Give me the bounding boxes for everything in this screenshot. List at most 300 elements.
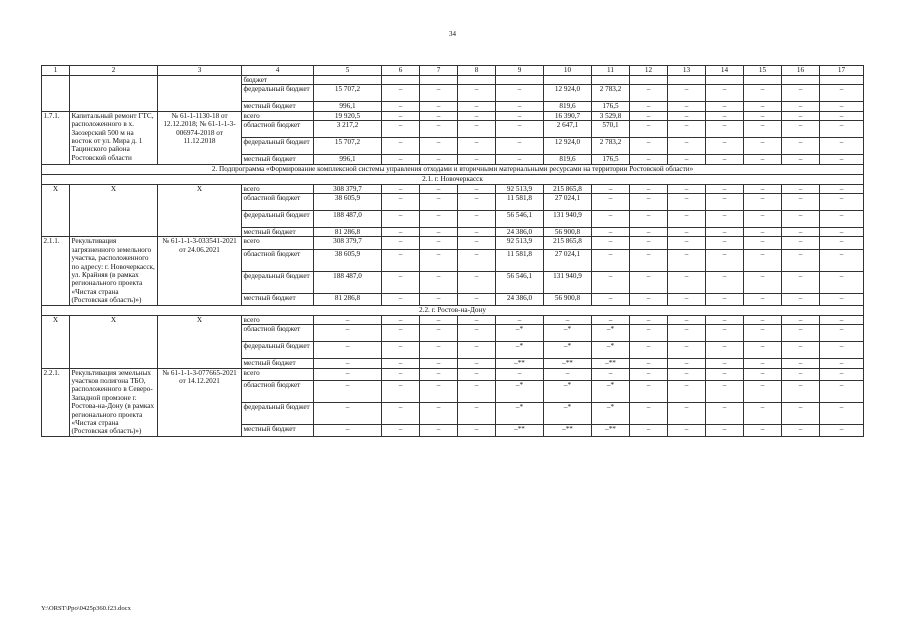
value-col16: – [782, 237, 820, 249]
value-col11: –** [592, 424, 630, 436]
value-col6: – [382, 102, 420, 111]
value-col16: – [782, 138, 820, 155]
value-col13: – [668, 138, 706, 155]
value-col15: – [744, 102, 782, 111]
value-col16: – [782, 402, 820, 424]
budget-label: федеральный бюджет [242, 342, 314, 359]
value-col12: – [630, 315, 668, 324]
value-col5: – [314, 342, 382, 359]
value-col16: – [782, 111, 820, 120]
value-col11: 2 783,2 [592, 138, 630, 155]
value-col15: – [744, 85, 782, 102]
value-col11: 570,1 [592, 121, 630, 138]
value-col14: – [706, 368, 744, 380]
value-col13: – [668, 325, 706, 342]
value-col15: – [744, 359, 782, 368]
value-col8: – [458, 111, 496, 120]
value-col7: – [420, 111, 458, 120]
value-col16: – [782, 325, 820, 342]
value-col13: – [668, 102, 706, 111]
value-col9: – [496, 315, 544, 324]
value-col11: – [592, 184, 630, 193]
value-col8: – [458, 194, 496, 211]
value-col8: – [458, 121, 496, 138]
column-header-6: 6 [382, 66, 420, 76]
value-col7: – [420, 184, 458, 193]
value-col14: – [706, 271, 744, 293]
value-col9: – [496, 85, 544, 102]
value-col14: – [706, 315, 744, 324]
value-col9: 11 581,8 [496, 249, 544, 271]
value-col13: – [668, 315, 706, 324]
value-col17: – [820, 249, 864, 271]
value-col6: – [382, 368, 420, 380]
value-col9: 92 513,9 [496, 184, 544, 193]
value-col10: 27 024,1 [544, 194, 592, 211]
value-col6: – [382, 315, 420, 324]
value-col12: – [630, 211, 668, 228]
value-col13: – [668, 194, 706, 211]
value-col12: – [630, 228, 668, 237]
value-col17: – [820, 368, 864, 380]
value-col10: 56 900,8 [544, 293, 592, 305]
value-col14: – [706, 359, 744, 368]
value-col7: – [420, 155, 458, 164]
budget-label: местный бюджет [242, 228, 314, 237]
item-name: Рекультивация земельных участков полигона ТБО, расположенного в Северо-Западной промзоне г. Ростова-на-Дону (в рамках регионального проекта «Чистая страна (Ростовская область)») [70, 368, 158, 436]
value-col9: 56 546,1 [496, 211, 544, 228]
value-col16: – [782, 293, 820, 305]
table-row [42, 76, 864, 85]
value-col8: – [458, 325, 496, 342]
value-col11: –* [592, 380, 630, 402]
table-body [42, 66, 864, 437]
column-header-3: 3 [158, 66, 242, 76]
subprogram-row-title: 2. Подпрограмма «Формирование комплексной системы управления отходами и вторичными материальными ресурсами на территории Ростовской области» [42, 164, 864, 174]
budget-label: местный бюджет [242, 155, 314, 164]
value-col17: – [820, 211, 864, 228]
budget-label: всего [242, 184, 314, 193]
table-row [42, 315, 864, 324]
value-col15: – [744, 342, 782, 359]
value-col14: – [706, 102, 744, 111]
value-col11: – [592, 211, 630, 228]
value-col6 [382, 76, 420, 85]
value-col17: – [820, 184, 864, 193]
value-col5: 996,1 [314, 102, 382, 111]
budget-label: областной бюджет [242, 380, 314, 402]
value-col12: – [630, 121, 668, 138]
value-col11: 176,5 [592, 102, 630, 111]
value-col10: –* [544, 325, 592, 342]
value-col8: – [458, 342, 496, 359]
value-col8: – [458, 271, 496, 293]
value-col5: 308 379,7 [314, 237, 382, 249]
item-document: № 61-1-1-3-033541-2021 от 24.06.2021 [158, 237, 242, 305]
value-col5: 19 920,5 [314, 111, 382, 120]
value-col11: – [592, 368, 630, 380]
value-col5: – [314, 359, 382, 368]
value-col14: – [706, 424, 744, 436]
section-row-title: 2.1. г. Новочеркасск [42, 174, 864, 184]
value-col10: –* [544, 402, 592, 424]
value-col9 [496, 76, 544, 85]
subprogram-row [42, 164, 864, 174]
value-col10: 819,6 [544, 155, 592, 164]
value-col10 [544, 76, 592, 85]
value-col11: – [592, 293, 630, 305]
value-col6: – [382, 228, 420, 237]
value-col12: – [630, 184, 668, 193]
budget-label: федеральный бюджет [242, 402, 314, 424]
value-col10: 16 390,7 [544, 111, 592, 120]
value-col11 [592, 76, 630, 85]
value-col7: – [420, 359, 458, 368]
value-col8 [458, 76, 496, 85]
value-col12: – [630, 380, 668, 402]
value-col14: – [706, 249, 744, 271]
value-col10: –** [544, 359, 592, 368]
value-col8: – [458, 228, 496, 237]
value-col8: – [458, 211, 496, 228]
value-col6: – [382, 111, 420, 120]
value-col11: – [592, 315, 630, 324]
total-x-mark: Х [70, 184, 158, 237]
value-col17: – [820, 271, 864, 293]
value-col9: –** [496, 424, 544, 436]
value-col16: – [782, 121, 820, 138]
value-col17: – [820, 102, 864, 111]
value-col8: – [458, 359, 496, 368]
value-col17: – [820, 85, 864, 102]
value-col5: 81 286,8 [314, 228, 382, 237]
value-col6: – [382, 271, 420, 293]
value-col17 [820, 76, 864, 85]
value-col11: – [592, 194, 630, 211]
value-col7: – [420, 325, 458, 342]
column-header-10: 10 [544, 66, 592, 76]
value-col6: – [382, 380, 420, 402]
value-col15: – [744, 194, 782, 211]
value-col8: – [458, 293, 496, 305]
value-col15: – [744, 121, 782, 138]
value-col14: – [706, 111, 744, 120]
value-col8: – [458, 402, 496, 424]
value-col9: 56 546,1 [496, 271, 544, 293]
value-col12: – [630, 111, 668, 120]
value-col6: – [382, 85, 420, 102]
value-col16: – [782, 271, 820, 293]
value-col16: – [782, 380, 820, 402]
value-col17: – [820, 121, 864, 138]
value-col7: – [420, 249, 458, 271]
value-col7: – [420, 424, 458, 436]
value-col5: 38 605,9 [314, 249, 382, 271]
value-col10: 56 900,8 [544, 228, 592, 237]
value-col17: – [820, 359, 864, 368]
value-col9: –* [496, 380, 544, 402]
value-col5: 15 707,2 [314, 85, 382, 102]
value-col6: – [382, 184, 420, 193]
value-col8: – [458, 184, 496, 193]
total-x-mark: Х [42, 315, 70, 368]
value-col13: – [668, 368, 706, 380]
value-col7: – [420, 102, 458, 111]
value-col15: – [744, 315, 782, 324]
value-col7: – [420, 368, 458, 380]
budget-label: всего [242, 368, 314, 380]
value-col12: – [630, 249, 668, 271]
value-col17: – [820, 342, 864, 359]
value-col9: 92 513,9 [496, 237, 544, 249]
value-col9: –* [496, 402, 544, 424]
value-col6: – [382, 293, 420, 305]
table-row [42, 368, 864, 380]
value-col10: – [544, 315, 592, 324]
total-x-mark: Х [42, 184, 70, 237]
value-col15: – [744, 325, 782, 342]
budget-label: областной бюджет [242, 249, 314, 271]
column-header-12: 12 [630, 66, 668, 76]
value-col5: – [314, 315, 382, 324]
value-col11: 3 529,8 [592, 111, 630, 120]
value-col10: 2 647,1 [544, 121, 592, 138]
value-col5: 15 707,2 [314, 138, 382, 155]
table-row [42, 184, 864, 193]
value-col17: – [820, 194, 864, 211]
value-col9: –* [496, 325, 544, 342]
column-header-13: 13 [668, 66, 706, 76]
value-col8: – [458, 237, 496, 249]
value-col11: – [592, 237, 630, 249]
table-row [42, 237, 864, 249]
page-number: 34 [449, 30, 456, 38]
value-col16: – [782, 194, 820, 211]
value-col8: – [458, 368, 496, 380]
value-col17: – [820, 138, 864, 155]
value-col15: – [744, 424, 782, 436]
value-col7: – [420, 271, 458, 293]
value-col15: – [744, 249, 782, 271]
value-col7: – [420, 121, 458, 138]
value-col12: – [630, 102, 668, 111]
value-col16: – [782, 342, 820, 359]
value-col14: – [706, 85, 744, 102]
column-header-14: 14 [706, 66, 744, 76]
budget-label: федеральный бюджет [242, 211, 314, 228]
value-col7: – [420, 342, 458, 359]
value-col16: – [782, 155, 820, 164]
value-col16: – [782, 359, 820, 368]
value-col5: – [314, 424, 382, 436]
value-col7: – [420, 293, 458, 305]
value-col15: – [744, 402, 782, 424]
column-header-9: 9 [496, 66, 544, 76]
value-col14: – [706, 380, 744, 402]
item-number: 2.1.1. [42, 237, 70, 305]
value-col5: 188 487,0 [314, 271, 382, 293]
value-col13: – [668, 184, 706, 193]
value-col5: 3 217,2 [314, 121, 382, 138]
value-col12: – [630, 424, 668, 436]
value-col5: – [314, 368, 382, 380]
value-col9: – [496, 111, 544, 120]
value-col6: – [382, 359, 420, 368]
value-col11: – [592, 249, 630, 271]
value-col15 [744, 76, 782, 85]
budget-label: федеральный бюджет [242, 271, 314, 293]
value-col13: – [668, 359, 706, 368]
value-col13: – [668, 111, 706, 120]
column-header-15: 15 [744, 66, 782, 76]
column-header-5: 5 [314, 66, 382, 76]
value-col14 [706, 76, 744, 85]
value-col9: – [496, 368, 544, 380]
value-col13: – [668, 249, 706, 271]
value-col11: –* [592, 402, 630, 424]
value-col5: – [314, 325, 382, 342]
value-col9: – [496, 155, 544, 164]
value-col7: – [420, 237, 458, 249]
column-header-17: 17 [820, 66, 864, 76]
section-row [42, 174, 864, 184]
value-col6: – [382, 249, 420, 271]
value-col14: – [706, 184, 744, 193]
column-header-7: 7 [420, 66, 458, 76]
value-col6: – [382, 211, 420, 228]
value-col16: – [782, 368, 820, 380]
budget-label: областной бюджет [242, 121, 314, 138]
value-col6: – [382, 194, 420, 211]
value-col17: – [820, 111, 864, 120]
item-number: 1.7.1. [42, 111, 70, 164]
value-col12: – [630, 138, 668, 155]
value-col11: –** [592, 359, 630, 368]
value-col10: 215 865,8 [544, 237, 592, 249]
value-col15: – [744, 184, 782, 193]
value-col5: – [314, 380, 382, 402]
value-col8: – [458, 85, 496, 102]
budget-label: местный бюджет [242, 424, 314, 436]
value-col7: – [420, 85, 458, 102]
total-x-mark: Х [158, 315, 242, 368]
value-col15: – [744, 228, 782, 237]
value-col16: – [782, 102, 820, 111]
header-row [42, 66, 864, 76]
blank-cell [158, 76, 242, 112]
value-col12: – [630, 155, 668, 164]
value-col14: – [706, 155, 744, 164]
item-name: Капитальный ремонт ГТС, расположенного в х. Заозерский 500 м на восток от ул. Мира д. 1 Тацинского района Ростовской области [70, 111, 158, 164]
value-col9: 24 386,0 [496, 293, 544, 305]
value-col5: 308 379,7 [314, 184, 382, 193]
value-col12: – [630, 237, 668, 249]
value-col6: – [382, 121, 420, 138]
value-col11: 2 783,2 [592, 85, 630, 102]
item-document: № 61-1-1130-18 от 12.12.2018; № 61-1-1-3-006974-2018 от 11.12.2018 [158, 111, 242, 164]
value-col10: –* [544, 380, 592, 402]
value-col10: 131 940,9 [544, 211, 592, 228]
value-col8: – [458, 102, 496, 111]
value-col13: – [668, 155, 706, 164]
value-col7: – [420, 138, 458, 155]
section-row-title: 2.2. г. Ростов-на-Дону [42, 305, 864, 315]
value-col5 [314, 76, 382, 85]
value-col14: – [706, 228, 744, 237]
value-col9: –* [496, 342, 544, 359]
value-col10: 819,6 [544, 102, 592, 111]
value-col17: – [820, 237, 864, 249]
value-col12: – [630, 271, 668, 293]
footer-file-path: Y:\ORST\Ppo\0425p360.f23.docx [41, 605, 131, 612]
value-col13: – [668, 293, 706, 305]
value-col10: 12 924,0 [544, 85, 592, 102]
value-col12: – [630, 194, 668, 211]
value-col14: – [706, 138, 744, 155]
value-col8: – [458, 380, 496, 402]
value-col16: – [782, 228, 820, 237]
value-col14: – [706, 325, 744, 342]
budget-label: бюджет [242, 76, 314, 85]
value-col5: – [314, 402, 382, 424]
value-col15: – [744, 111, 782, 120]
value-col6: – [382, 402, 420, 424]
value-col9: – [496, 102, 544, 111]
value-col12: – [630, 402, 668, 424]
value-col15: – [744, 138, 782, 155]
budget-label: областной бюджет [242, 194, 314, 211]
value-col9: –** [496, 359, 544, 368]
value-col14: – [706, 402, 744, 424]
value-col7 [420, 76, 458, 85]
value-col8: – [458, 249, 496, 271]
budget-label: всего [242, 111, 314, 120]
value-col13: – [668, 380, 706, 402]
value-col17: – [820, 228, 864, 237]
item-name: Рекультивация загрязненного земельного участка, расположенного по адресу: г. Новочеркасск, ул. Крайняя (в рамках регионального проекта «Чистая страна (Ростовская область)») [70, 237, 158, 305]
value-col7: – [420, 228, 458, 237]
value-col6: – [382, 424, 420, 436]
value-col17: – [820, 380, 864, 402]
value-col10: –* [544, 342, 592, 359]
value-col8: – [458, 424, 496, 436]
value-col8: – [458, 315, 496, 324]
budget-label: областной бюджет [242, 325, 314, 342]
budget-label: местный бюджет [242, 359, 314, 368]
value-col7: – [420, 211, 458, 228]
value-col13: – [668, 271, 706, 293]
value-col13: – [668, 402, 706, 424]
value-col16: – [782, 211, 820, 228]
value-col7: – [420, 380, 458, 402]
value-col10: 12 924,0 [544, 138, 592, 155]
value-col12: – [630, 325, 668, 342]
value-col13: – [668, 342, 706, 359]
value-col14: – [706, 211, 744, 228]
value-col12: – [630, 342, 668, 359]
value-col13: – [668, 121, 706, 138]
value-col11: –* [592, 342, 630, 359]
value-col16: – [782, 315, 820, 324]
value-col10: 131 940,9 [544, 271, 592, 293]
item-number: 2.2.1. [42, 368, 70, 436]
column-header-11: 11 [592, 66, 630, 76]
column-header-1: 1 [42, 66, 70, 76]
value-col11: – [592, 271, 630, 293]
item-document: № 61-1-1-3-077665-2021 от 14.12.2021 [158, 368, 242, 436]
value-col6: – [382, 237, 420, 249]
budget-label: местный бюджет [242, 102, 314, 111]
